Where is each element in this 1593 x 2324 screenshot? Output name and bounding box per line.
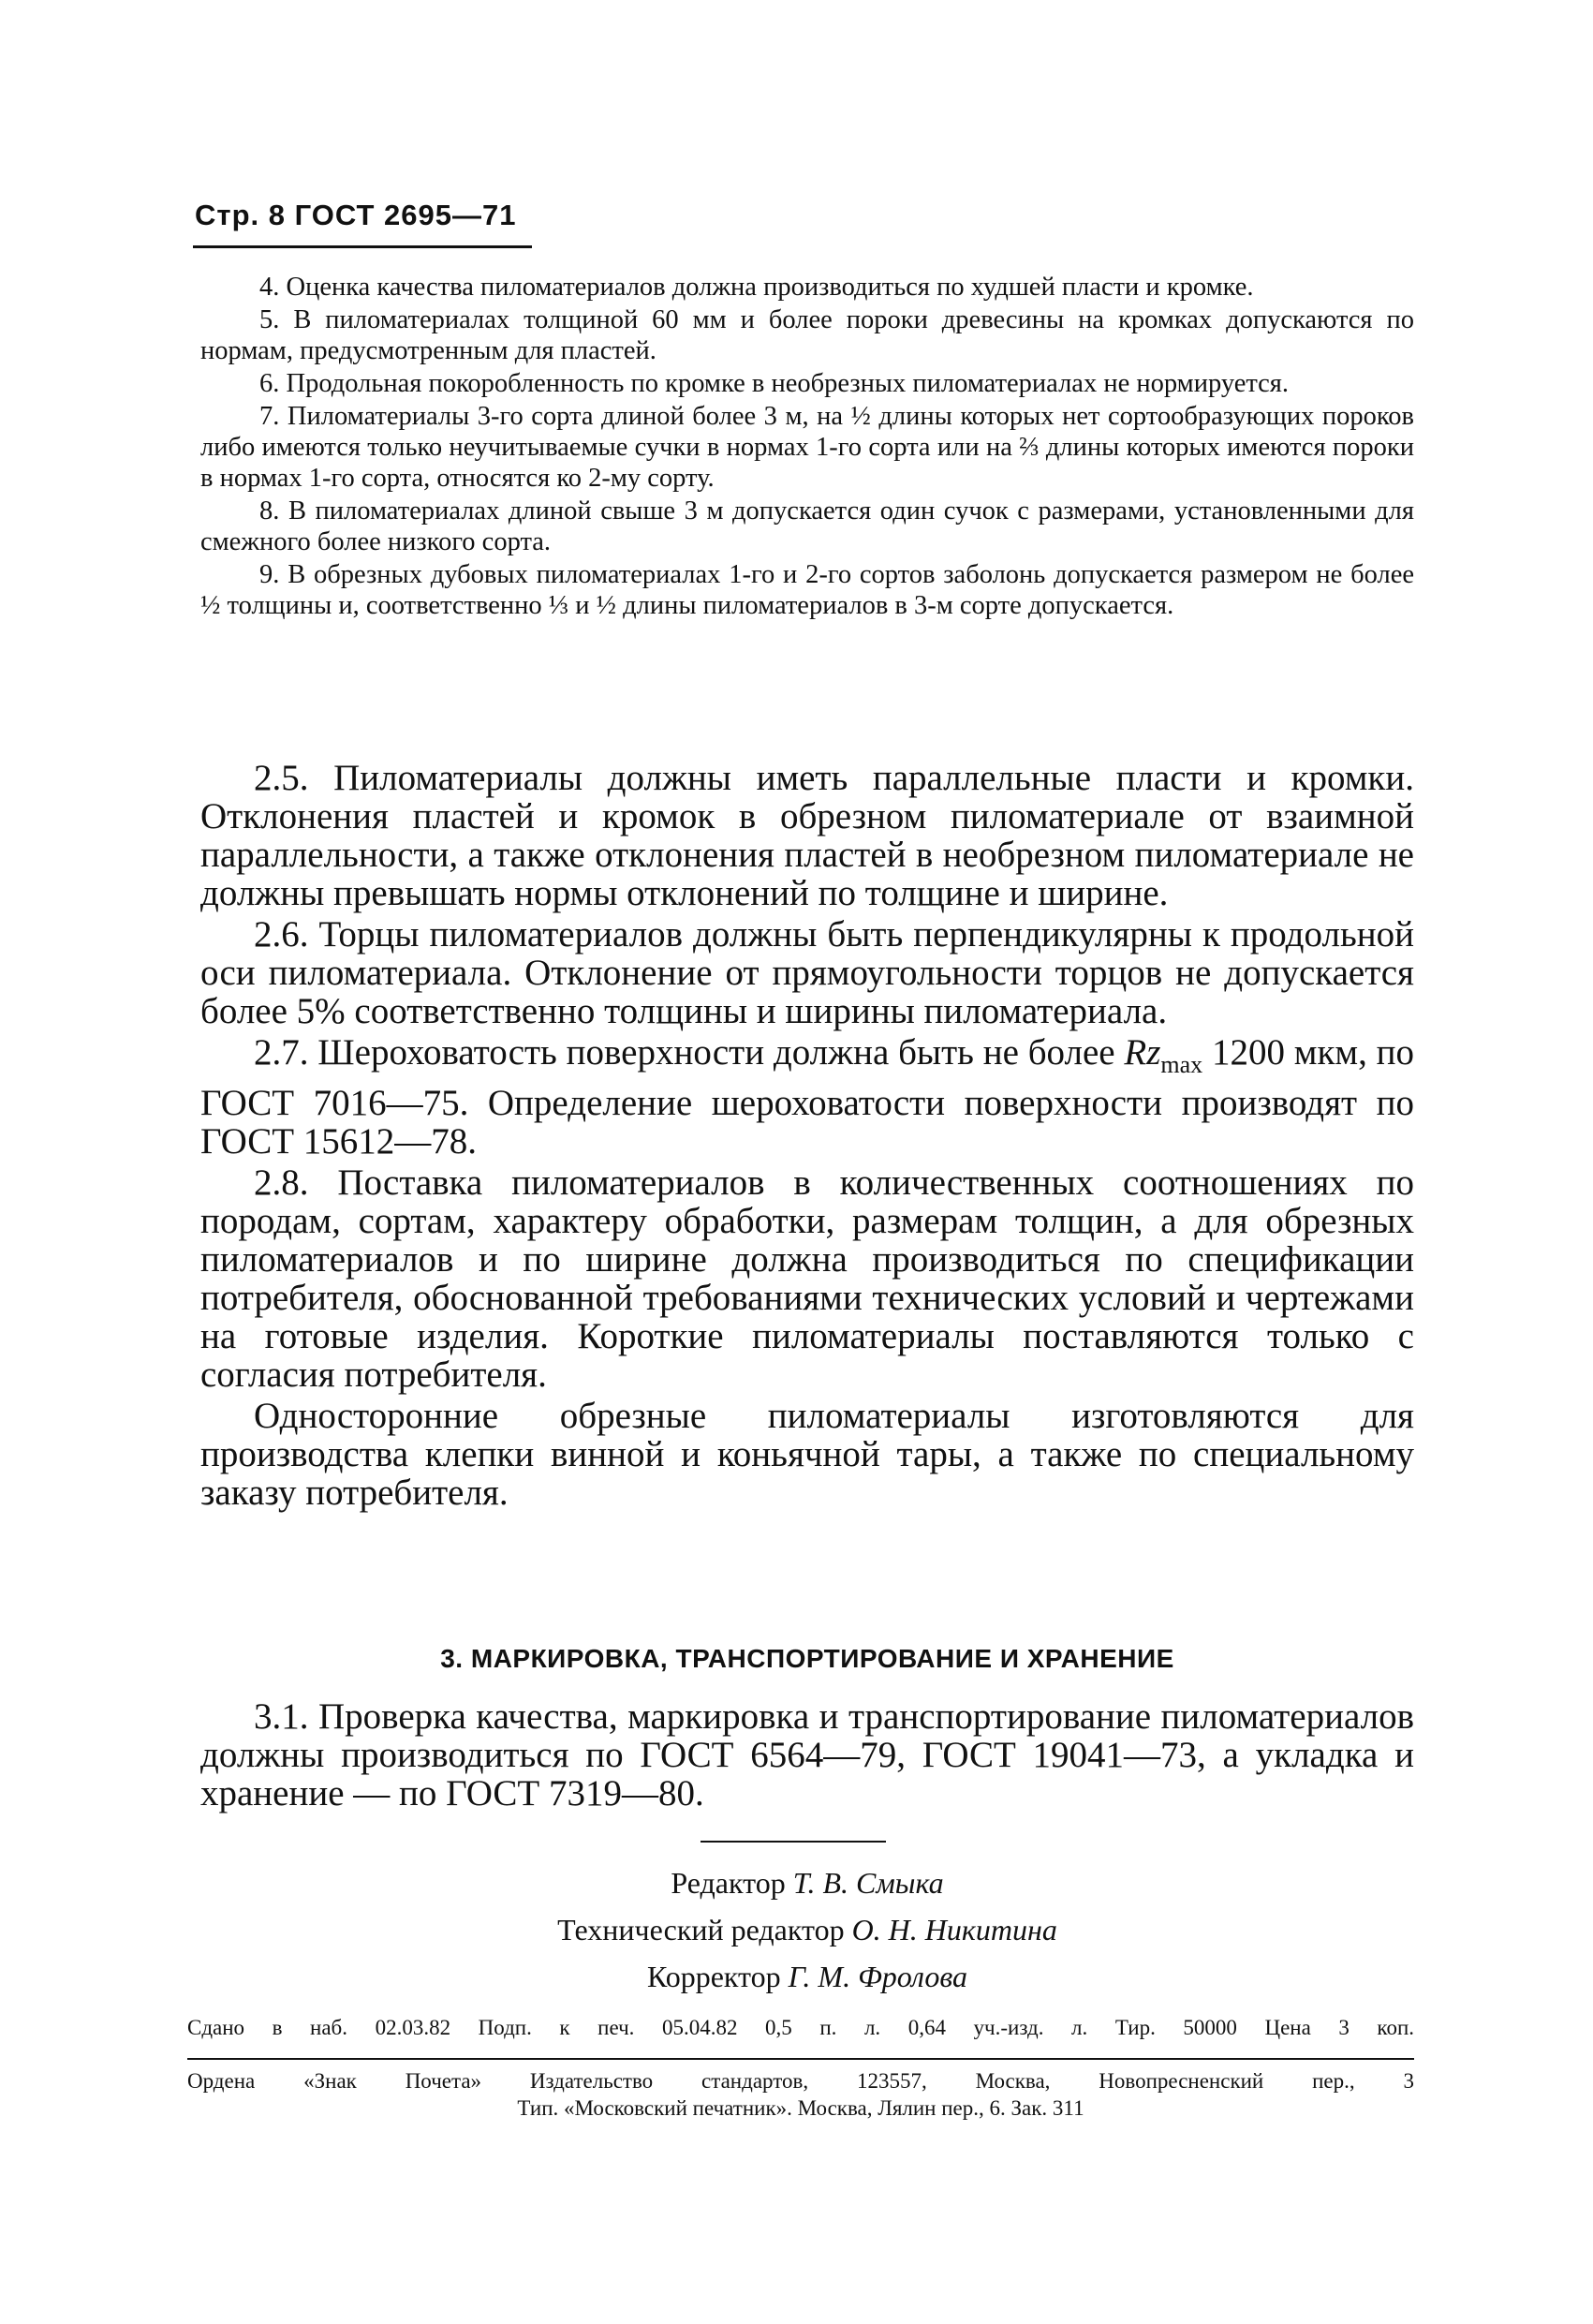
section-3-title: 3. МАРКИРОВКА, ТРАНСПОРТИРОВАНИЕ И ХРАНЕНИЕ <box>440 1644 1174 1673</box>
corrector-name: Г. М. Фролова <box>788 1960 968 1993</box>
tech-editor-line <box>200 1906 1414 1953</box>
publisher-line-1: Ордена «Знак Почета» Издательство стандартов, 123557, Москва, Новопресненский пер., 3 <box>187 2069 1414 2093</box>
tech-editor-name: О. Н. Никитина <box>851 1913 1057 1947</box>
paragraph-2-6: 2.6. Торцы пиломатериалов должны быть перпендикулярны к продольной оси пиломатериала. Отклонение от прямоугольности торцов не допускается более 5% соответственно толщины и ширины пиломатериала. <box>200 914 1414 1031</box>
paragraph-2-7-start: 2.7. Шероховатость поверхности должна быть не более <box>254 1032 1125 1073</box>
paragraph-3-1: 3.1. Проверка качества, маркировка и транспортирование пиломатериалов должны производиться по ГОСТ 6564—79, ГОСТ 19041—73, а укладка и хранение — по ГОСТ 7319—80. <box>200 1696 1414 1813</box>
editor-role: Редактор <box>671 1866 793 1900</box>
roughness-subscript: max <box>1160 1050 1203 1078</box>
tech-editor-role: Технический редактор <box>557 1913 852 1947</box>
imprint-line: Сдано в наб. 02.03.82 Подп. к печ. 05.04.82 0,5 п. л. 0,64 уч.-изд. л. Тир. 50000 Цена 3 коп. <box>187 2016 1414 2039</box>
note-7: 7. Пиломатериалы 3-го сорта длиной более 3 м, на ½ длины которых нет сортообразующих пороков либо имеются только неучитываемые сучки в нормах 1-го сорта или на ⅔ длины которых имеются пороки в нормах 1-го сорта, относятся ко 2-му сорту. <box>200 402 1414 493</box>
publisher-block <box>187 2067 1414 2122</box>
roughness-symbol: Rz <box>1124 1032 1161 1073</box>
notes-block <box>200 272 1414 623</box>
editor-line <box>200 1859 1414 1906</box>
credits-block <box>200 1859 1414 2000</box>
imprint-rule <box>187 2058 1414 2060</box>
paragraph-one-sided: Односторонние обрезные пиломатериалы изготовляются для производства клепки винной и коньячной тары, а также по специальному заказу потребителя. <box>200 1395 1414 1513</box>
note-4: 4. Оценка качества пиломатериалов должна производиться по худшей пласти и кромке. <box>259 273 1254 302</box>
editor-name: Т. В. Смыка <box>792 1866 944 1900</box>
credits-rule <box>701 1841 886 1843</box>
corrector-role: Корректор <box>646 1960 789 1993</box>
note-9: 9. В обрезных дубовых пиломатериалах 1-го и 2-го сортов заболонь допускается размером не более ½ толщины и, соответственно ⅓ и ½ длины пиломатериалов в 3-м сорте допускается. <box>200 560 1414 620</box>
note-8: 8. В пиломатериалах длиной свыше 3 м допускается один сучок с размерами, установленными для смежного более низкого сорта. <box>200 496 1414 556</box>
note-6: 6. Продольная покоробленность по кромке в необрезных пиломатериалах не нормируется. <box>259 369 1290 398</box>
paragraph-2-8: 2.8. Поставка пиломатериалов в количественных соотношениях по породам, сортам, характеру обработки, размерам толщин, а для обрезных пиломатериалов и по ширине должна производиться по спецификации потребителя, обоснованной требованиями технических условий и чертежами на готовые изделия. Короткие пиломатериалы поставляются только с согласия потребителя. <box>200 1162 1414 1395</box>
corrector-line <box>200 1953 1414 2000</box>
page-header: Стр. 8 ГОСТ 2695—71 <box>195 199 517 231</box>
main-text <box>200 759 1414 1512</box>
note-5: 5. В пиломатериалах толщиной 60 мм и более пороки древесины на кромках допускаются по нормам, предусмотренным для пластей. <box>200 305 1414 365</box>
section-3-body <box>200 1697 1414 1813</box>
paragraph-2-5: 2.5. Пиломатериалы должны иметь параллельные пласти и кромки. Отклонения пластей и кромок в обрезном пиломатериале от взаимной параллельности, а также отклонения пластей в необрезном пиломатериале не должны превышать нормы отклонений по толщине и ширине. <box>200 758 1414 913</box>
header-rule <box>193 245 532 248</box>
paragraph-2-7-end: 1200 мкм, по ГОСТ 7016—75. Определение шероховатости поверхности производят по ГОСТ 15612—78. <box>200 1032 1414 1162</box>
publisher-line-2: Тип. «Московский печатник». Москва, Лялин пер., 6. Зак. 311 <box>517 2096 1084 2120</box>
paragraph-2-7 <box>200 1033 1414 1161</box>
